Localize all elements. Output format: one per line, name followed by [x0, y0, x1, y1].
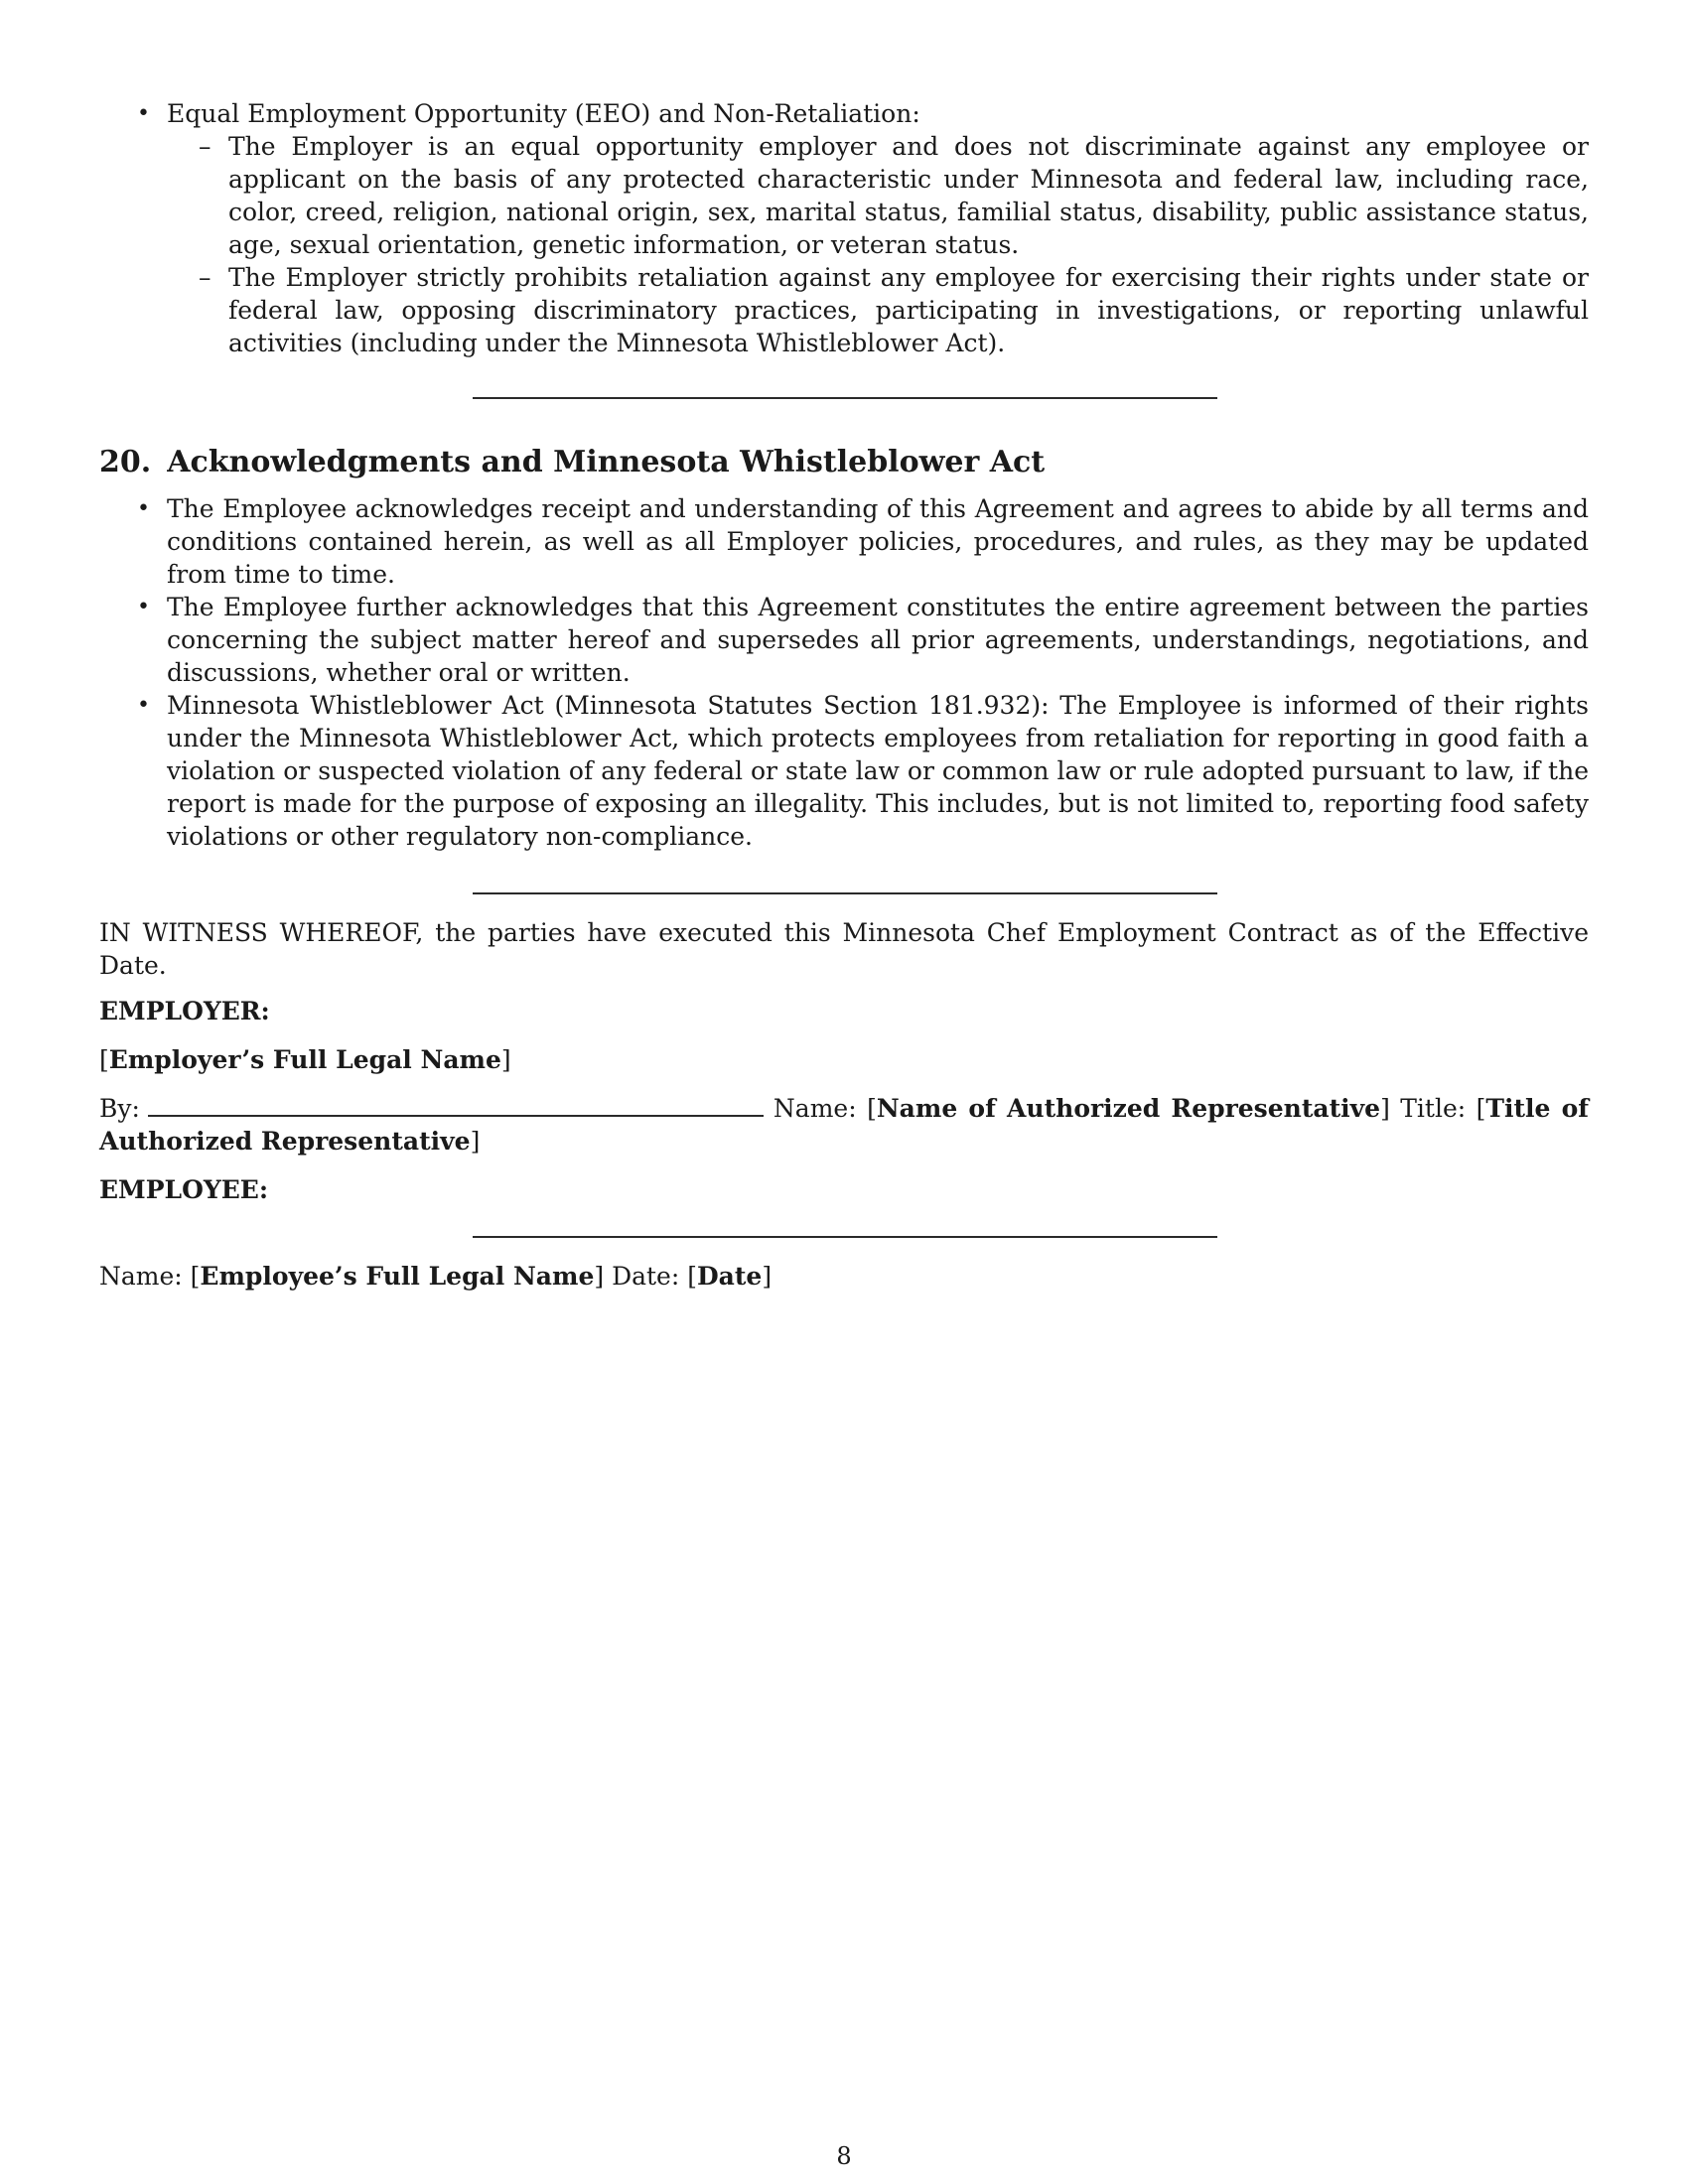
employer-signature-block: By: Name: [Name of Authorized Representative] Title: [Title of Authorized Representative] [99, 1094, 1590, 1156]
employee-heading: EMPLOYEE: [99, 1175, 269, 1204]
document-page [99, 97, 1589, 1293]
employee-signature-line [473, 1236, 1217, 1238]
eeo-title: Equal Employment Opportunity (EEO) and Non-Retaliation: [167, 99, 920, 128]
acknowledgment-item: • The Employee acknowledges receipt and understanding of this Agreement and agrees to abide by all terms and conditions contained herein, as well as all Employer policies, procedures, and rules, as they may be updated from time to time. [167, 492, 1589, 591]
rep-title-label: Title: [1400, 1094, 1467, 1123]
page-number: 8 [836, 2142, 852, 2170]
employee-info-line: Name: [Employee’s Full Legal Name] Date: [Date] [99, 1262, 773, 1291]
employee-name-label: Name: [99, 1262, 183, 1291]
eeo-subitem: – The Employer is an equal opportunity employer and does not discriminate against any employee or applicant on the basis of any protected characteristic under Minnesota and federal law, including race, color, creed, religion, national origin, sex, marital status, familial status, disability, public assistance status, age, sexual orientation, genetic information, or veteran status. [228, 130, 1589, 261]
signature-line [148, 1095, 764, 1117]
acknowledgment-item: • Minnesota Whistleblower Act (Minnesota Statutes Section 181.932): The Employee is informed of their rights under the Minnesota Whistleblower Act, which protects employees from retaliation for reporting in good faith a violation or suspected violation of any federal or state law or common law or rule adopted pursuant to law, if the report is made for the purpose of exposing an illegality. This includes, but is not limited to, reporting food safety violations or other regulatory non-compliance. [167, 689, 1589, 853]
employer-heading: EMPLOYER: [99, 997, 270, 1025]
eeo-sublist [167, 130, 1589, 359]
employee-date-placeholder: Date [696, 1262, 763, 1291]
divider [473, 397, 1217, 399]
rep-title-placeholder: Title of Authorized Representative [99, 1094, 1590, 1156]
employee-date-label: Date: [612, 1262, 680, 1291]
employee-name-placeholder: Employee’s Full Legal Name [200, 1262, 595, 1291]
acknowledgment-item: • The Employee further acknowledges that this Agreement constitutes the entire agreement between the parties concerning the subject matter hereof and supersedes all prior agreements, understandings, negotiations, and discussions, whether oral or written. [167, 591, 1589, 689]
by-label: By: [99, 1094, 140, 1123]
section-number: 20. [99, 445, 152, 479]
section-heading [99, 443, 1589, 482]
eeo-list [99, 97, 1589, 359]
witness-clause: IN WITNESS WHEREOF, the parties have executed this Minnesota Chef Employment Contract as of the Effective Date. [99, 918, 1589, 980]
employer-name-line: [Employer’s Full Legal Name] [99, 1045, 511, 1074]
employer-name-placeholder: Employer’s Full Legal Name [108, 1045, 501, 1074]
eeo-subitem: – The Employer strictly prohibits retaliation against any employee for exercising their rights under state or federal law, opposing discriminatory practices, participating in investigations, or reporting unlawful activities (including under the Minnesota Whistleblower Act). [228, 261, 1589, 359]
divider [473, 892, 1217, 894]
rep-name-label: Name: [773, 1094, 857, 1123]
eeo-item [167, 97, 1589, 359]
acknowledgment-list [99, 492, 1589, 853]
rep-name-placeholder: Name of Authorized Representative [876, 1094, 1381, 1123]
section-title: Acknowledgments and Minnesota Whistleblower Act [167, 445, 1046, 479]
